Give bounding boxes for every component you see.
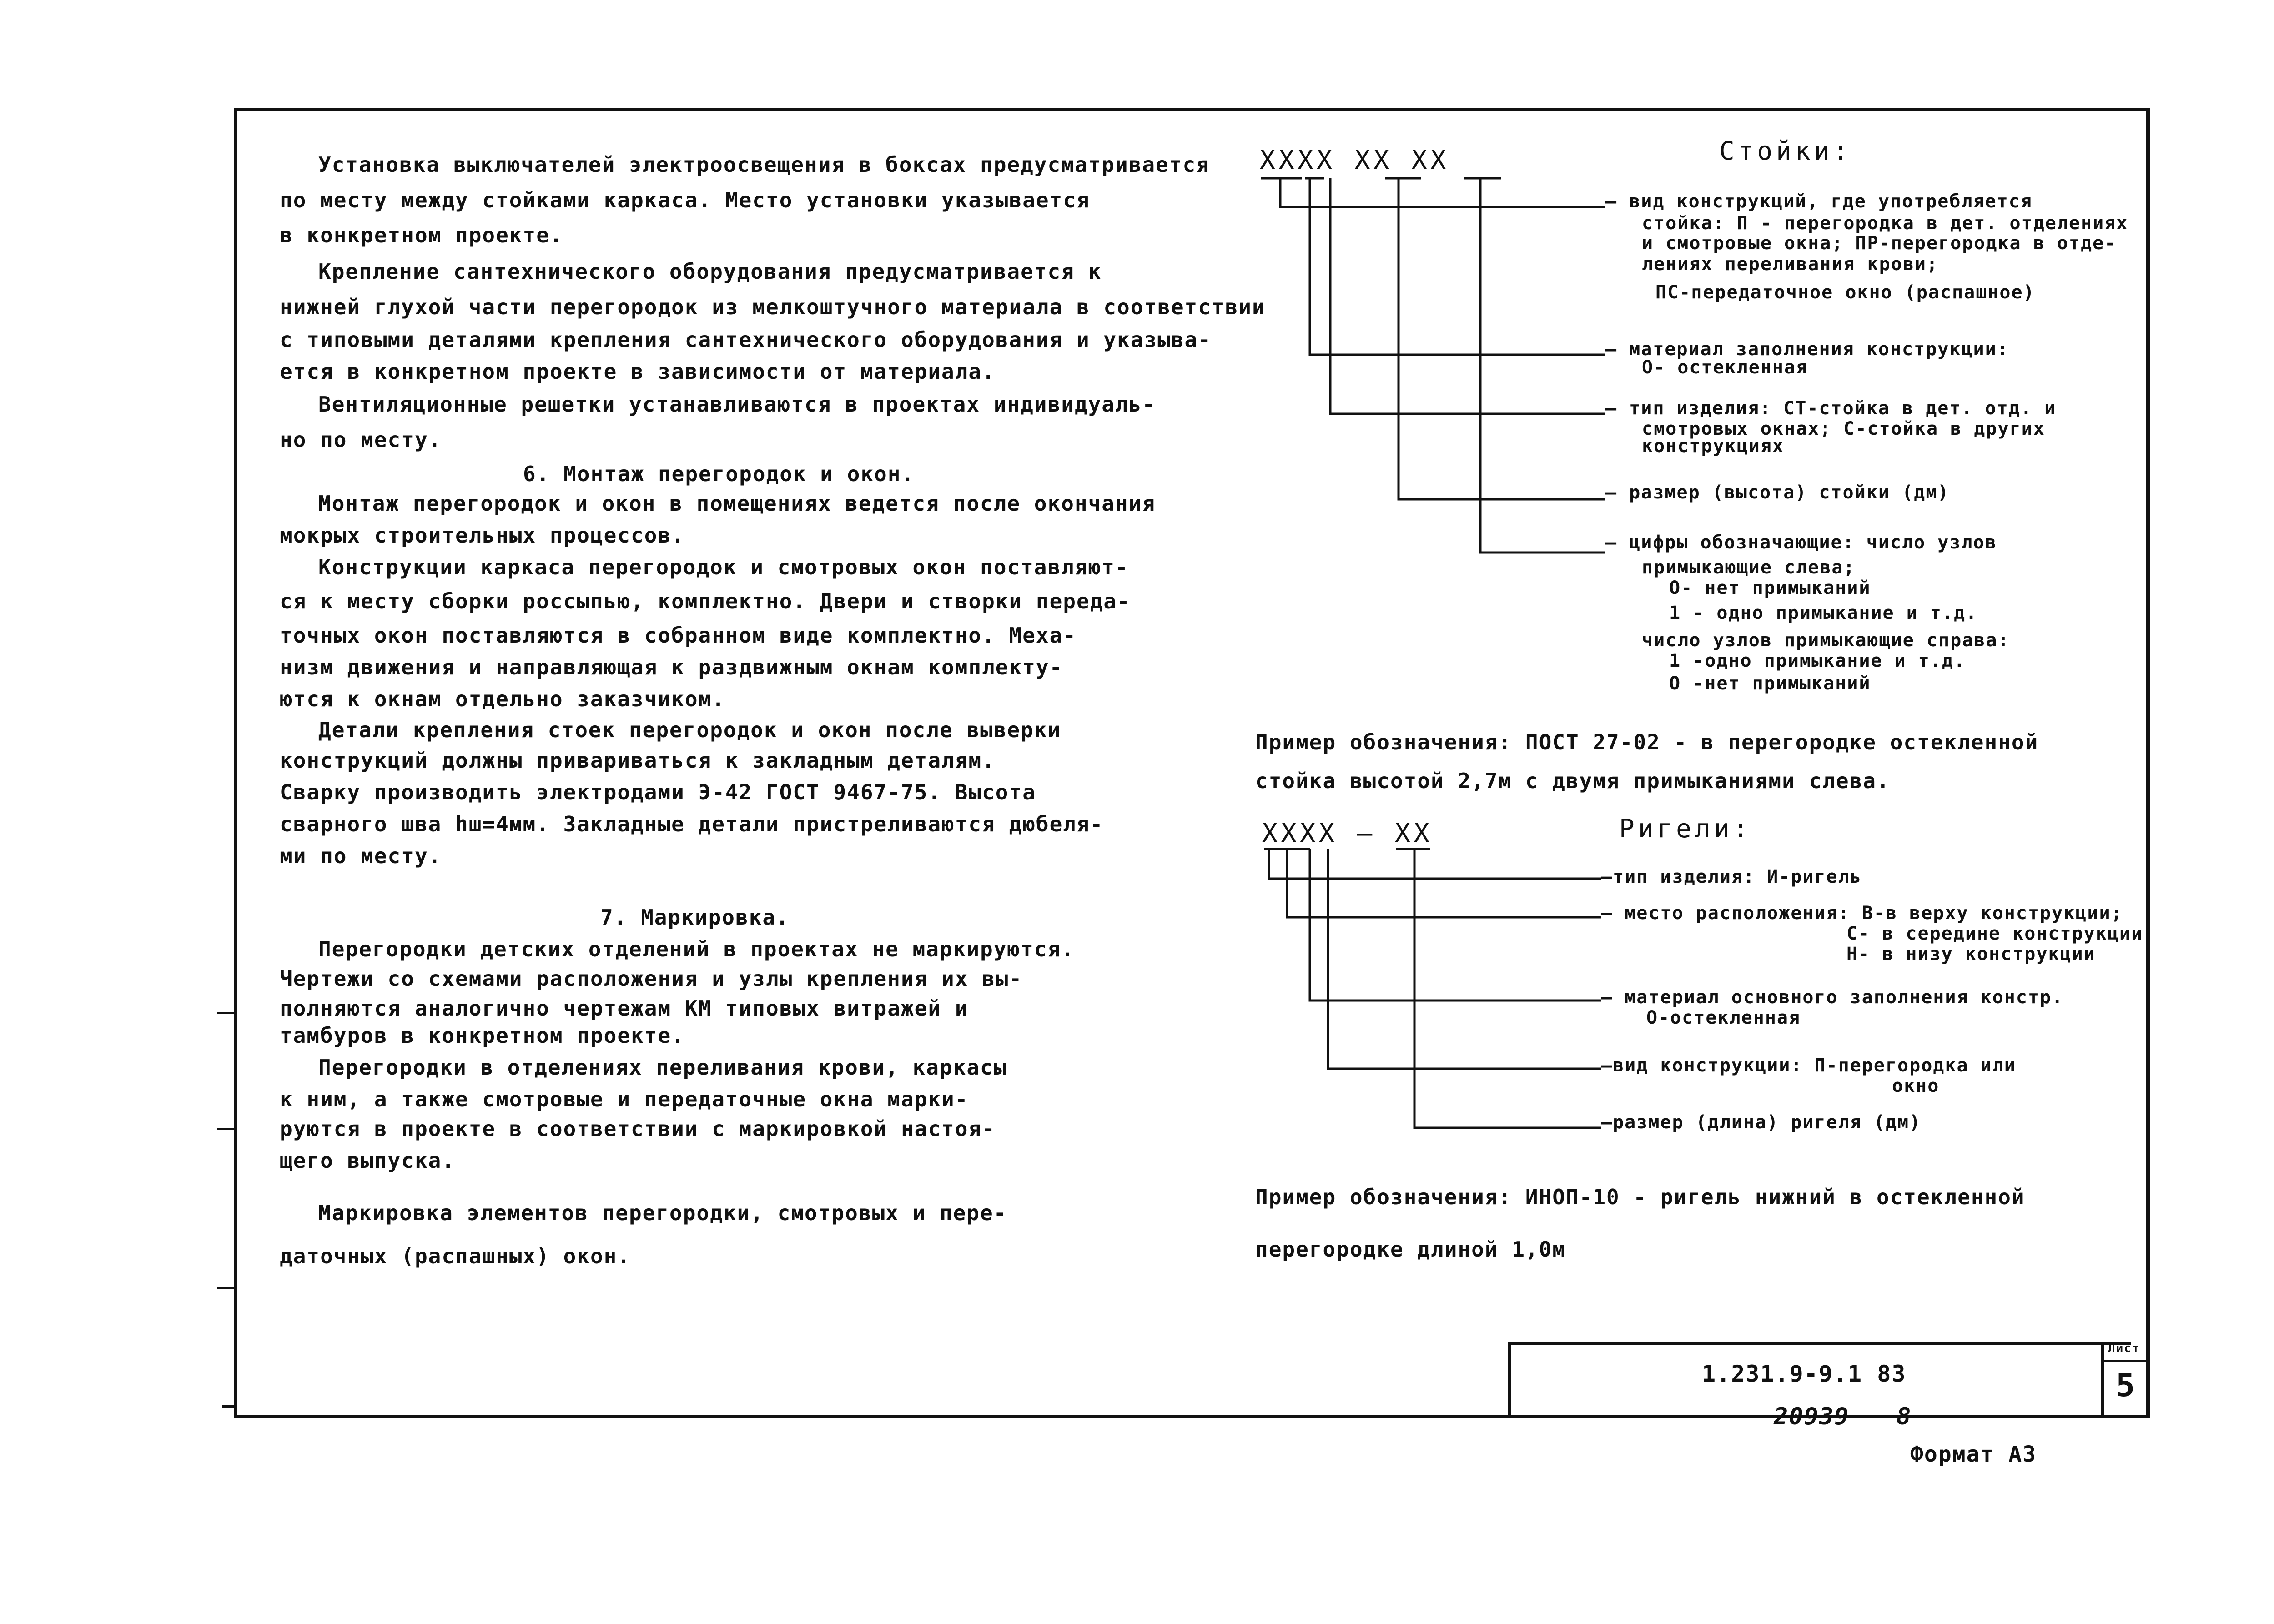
body-line: точных окон поставляются в собранном виде комплектно. Меха-	[280, 623, 1077, 648]
stoyki-legend-line: конструкциях	[1642, 436, 1784, 457]
body-line: сварного шва hш=4мм. Закладные детали пристреливаются дюбеля-	[280, 812, 1104, 836]
leader-line	[1330, 178, 1605, 414]
stoyki-legend-line: — цифры обозначающие: число узлов	[1605, 532, 1997, 553]
rigeli-legend-line: —вид конструкции: П-перегородка или	[1601, 1055, 2016, 1076]
body-line: к ним, а также смотровые и передаточные окна марки-	[280, 1087, 969, 1111]
body-line: Установка выключателей электроосвещения в боксах предусматривается	[318, 152, 1210, 177]
body-line: руются в проекте в соответствии с маркировкой настоя-	[280, 1116, 996, 1141]
doc-code: 1.231.9-9.1 83	[1702, 1361, 1907, 1387]
stoyki-legend-line: О- остекленная	[1642, 357, 1808, 378]
stoyki-legend-line: О- нет примыканий	[1669, 578, 1871, 598]
body-line: Вентиляционные решетки устанавливаются в проектах индивидуаль-	[318, 392, 1156, 417]
example-line: Пример обозначения: ИНОП-10 - ригель нижний в остекленной	[1255, 1185, 2025, 1209]
leader-line	[1269, 849, 1601, 879]
rigeli-legend-line: — место расположения: В-в верху конструкции;	[1601, 903, 2123, 924]
stoyki-legend-line: — тип изделия: СТ-стойка в дет. отд. и	[1605, 398, 2057, 419]
body-line: низм движения и направляющая к раздвижным окнам комплекту-	[280, 655, 1063, 679]
leader-line	[1480, 178, 1605, 553]
stoyki-legend-line: — вид конструкций, где употребляется	[1605, 191, 2033, 212]
stoyki-legend-line: 1 -одно примыкание и т.д.	[1669, 650, 1966, 671]
body-line: нижней глухой части перегородок из мелкоштучного материала в соответствии	[280, 295, 1266, 319]
body-line: Монтаж перегородок и окон в помещениях ведется после окончания	[318, 491, 1156, 516]
example-line: Пример обозначения: ПОСТ 27-02 - в перегородке остекленной	[1255, 730, 2039, 754]
leader-line	[1310, 849, 1601, 1001]
body-line: в конкретном проекте.	[280, 223, 563, 247]
body-line: по месту между стойками каркаса. Место установки указывается	[280, 188, 1090, 212]
inventory-number: 20939	[1774, 1403, 1850, 1430]
rigeli-legend-line: окно	[1892, 1076, 1940, 1096]
stoyki-legend-line: — материал заполнения конструкции:	[1605, 339, 2009, 360]
leader-line	[1399, 178, 1605, 499]
body-line: полняются аналогично чертежам КМ типовых витражей и	[280, 996, 969, 1021]
body-line: но по месту.	[280, 427, 442, 452]
rigeli-legend-line: Н- в низу конструкции	[1846, 944, 2096, 965]
sheet-label: Лист	[2108, 1342, 2140, 1355]
rigeli-legend-line: —тип изделия: И-ригель	[1601, 866, 1862, 887]
stoyki-legend-line: стойка: П - перегородка в дет. отделениях	[1642, 213, 2128, 234]
rigeli-legend-line: О-остекленная	[1646, 1007, 1801, 1028]
leader-line	[1414, 849, 1601, 1128]
body-line: ся к месту сборки россыпью, комплектно. Двери и створки переда-	[280, 589, 1131, 613]
body-line: ется в конкретном проекте в зависимости от материала.	[280, 359, 996, 384]
rigeli-legend-line: С- в середине конструкции;	[1846, 923, 2155, 944]
body-line: конструкций должны привариваться к закладным деталям.	[280, 748, 996, 773]
rigeli-title: Ригели:	[1619, 814, 1752, 844]
copy-number: 8	[1897, 1403, 1912, 1430]
body-line: щего выпуска.	[280, 1148, 456, 1173]
example-line: перегородке длиной 1,0м	[1255, 1237, 1566, 1262]
sheet-divider	[2104, 1360, 2150, 1362]
stoyki-legend-line: примыкающие слева;	[1642, 557, 1856, 578]
body-line: тамбуров в конкретном проекте.	[280, 1023, 685, 1048]
body-line: Сварку производить электродами Э-42 ГОСТ 9467-75. Высота	[280, 780, 1036, 804]
stoyki-legend-line: О -нет примыканий	[1669, 673, 1871, 694]
section-6-title: 6. Монтаж перегородок и окон.	[523, 462, 915, 486]
body-line: Перегородки в отделениях переливания крови, каркасы	[318, 1055, 1007, 1080]
stoyki-legend-line: и смотровые окна; ПР-перегородка в отде-	[1642, 233, 2117, 254]
body-line: ми по месту.	[280, 844, 442, 868]
leader-line	[1287, 849, 1601, 917]
stoyki-legend-line: ПС-передаточное окно (распашное)	[1655, 282, 2035, 303]
body-line: с типовыми деталями крепления сантехнического оборудования и указыва-	[280, 327, 1212, 352]
stoyki-title: Стойки:	[1719, 136, 1852, 166]
body-line: Детали крепления стоек перегородок и окон после выверки	[318, 718, 1062, 742]
body-line: ются к окнам отдельно заказчиком.	[280, 687, 725, 711]
example-line: стойка высотой 2,7м с двумя примыканиями слева.	[1255, 769, 1890, 793]
stoyki-legend-line: смотровых окнах; С-стойка в других	[1642, 418, 2045, 439]
stoyki-legend-line: число узлов примыкающие справа:	[1642, 630, 2010, 651]
stoyki-legend-line: — размер (высота) стойки (дм)	[1605, 482, 1950, 503]
sheet-number: 5	[2116, 1367, 2136, 1404]
leader-line	[1328, 849, 1601, 1069]
rigeli-legend-line: —размер (длина) ригеля (дм)	[1601, 1112, 1922, 1133]
rigeli-code: XXXX – XX	[1262, 819, 1433, 848]
format-label: Формат А3	[1910, 1442, 2037, 1467]
closing-line: Маркировка элементов перегородки, смотровых и пере-	[318, 1201, 1007, 1225]
section-7-title: 7. Маркировка.	[600, 905, 790, 930]
closing-line: даточных (распашных) окон.	[280, 1244, 631, 1268]
rigeli-legend-line: — материал основного заполнения констр.	[1601, 987, 2064, 1008]
body-line: мокрых строительных процессов.	[280, 523, 685, 548]
leader-line	[1310, 178, 1605, 355]
leader-line	[1280, 178, 1605, 207]
sheet-cell	[2101, 1342, 2150, 1418]
body-line: Чертежи со схемами расположения и узлы крепления их вы-	[280, 966, 1023, 991]
stoyki-legend-line: лениях переливания крови;	[1642, 254, 1939, 275]
body-line: Конструкции каркаса перегородок и смотровых окон поставляют-	[318, 555, 1129, 579]
body-line: Крепление сантехнического оборудования предусматривается к	[318, 259, 1102, 284]
stoyki-legend-line: 1 - одно примыкание и т.д.	[1669, 603, 1978, 623]
stoyki-code: XXXX XX XX	[1260, 146, 1450, 175]
body-line: Перегородки детских отделений в проектах не маркируются.	[318, 937, 1075, 961]
